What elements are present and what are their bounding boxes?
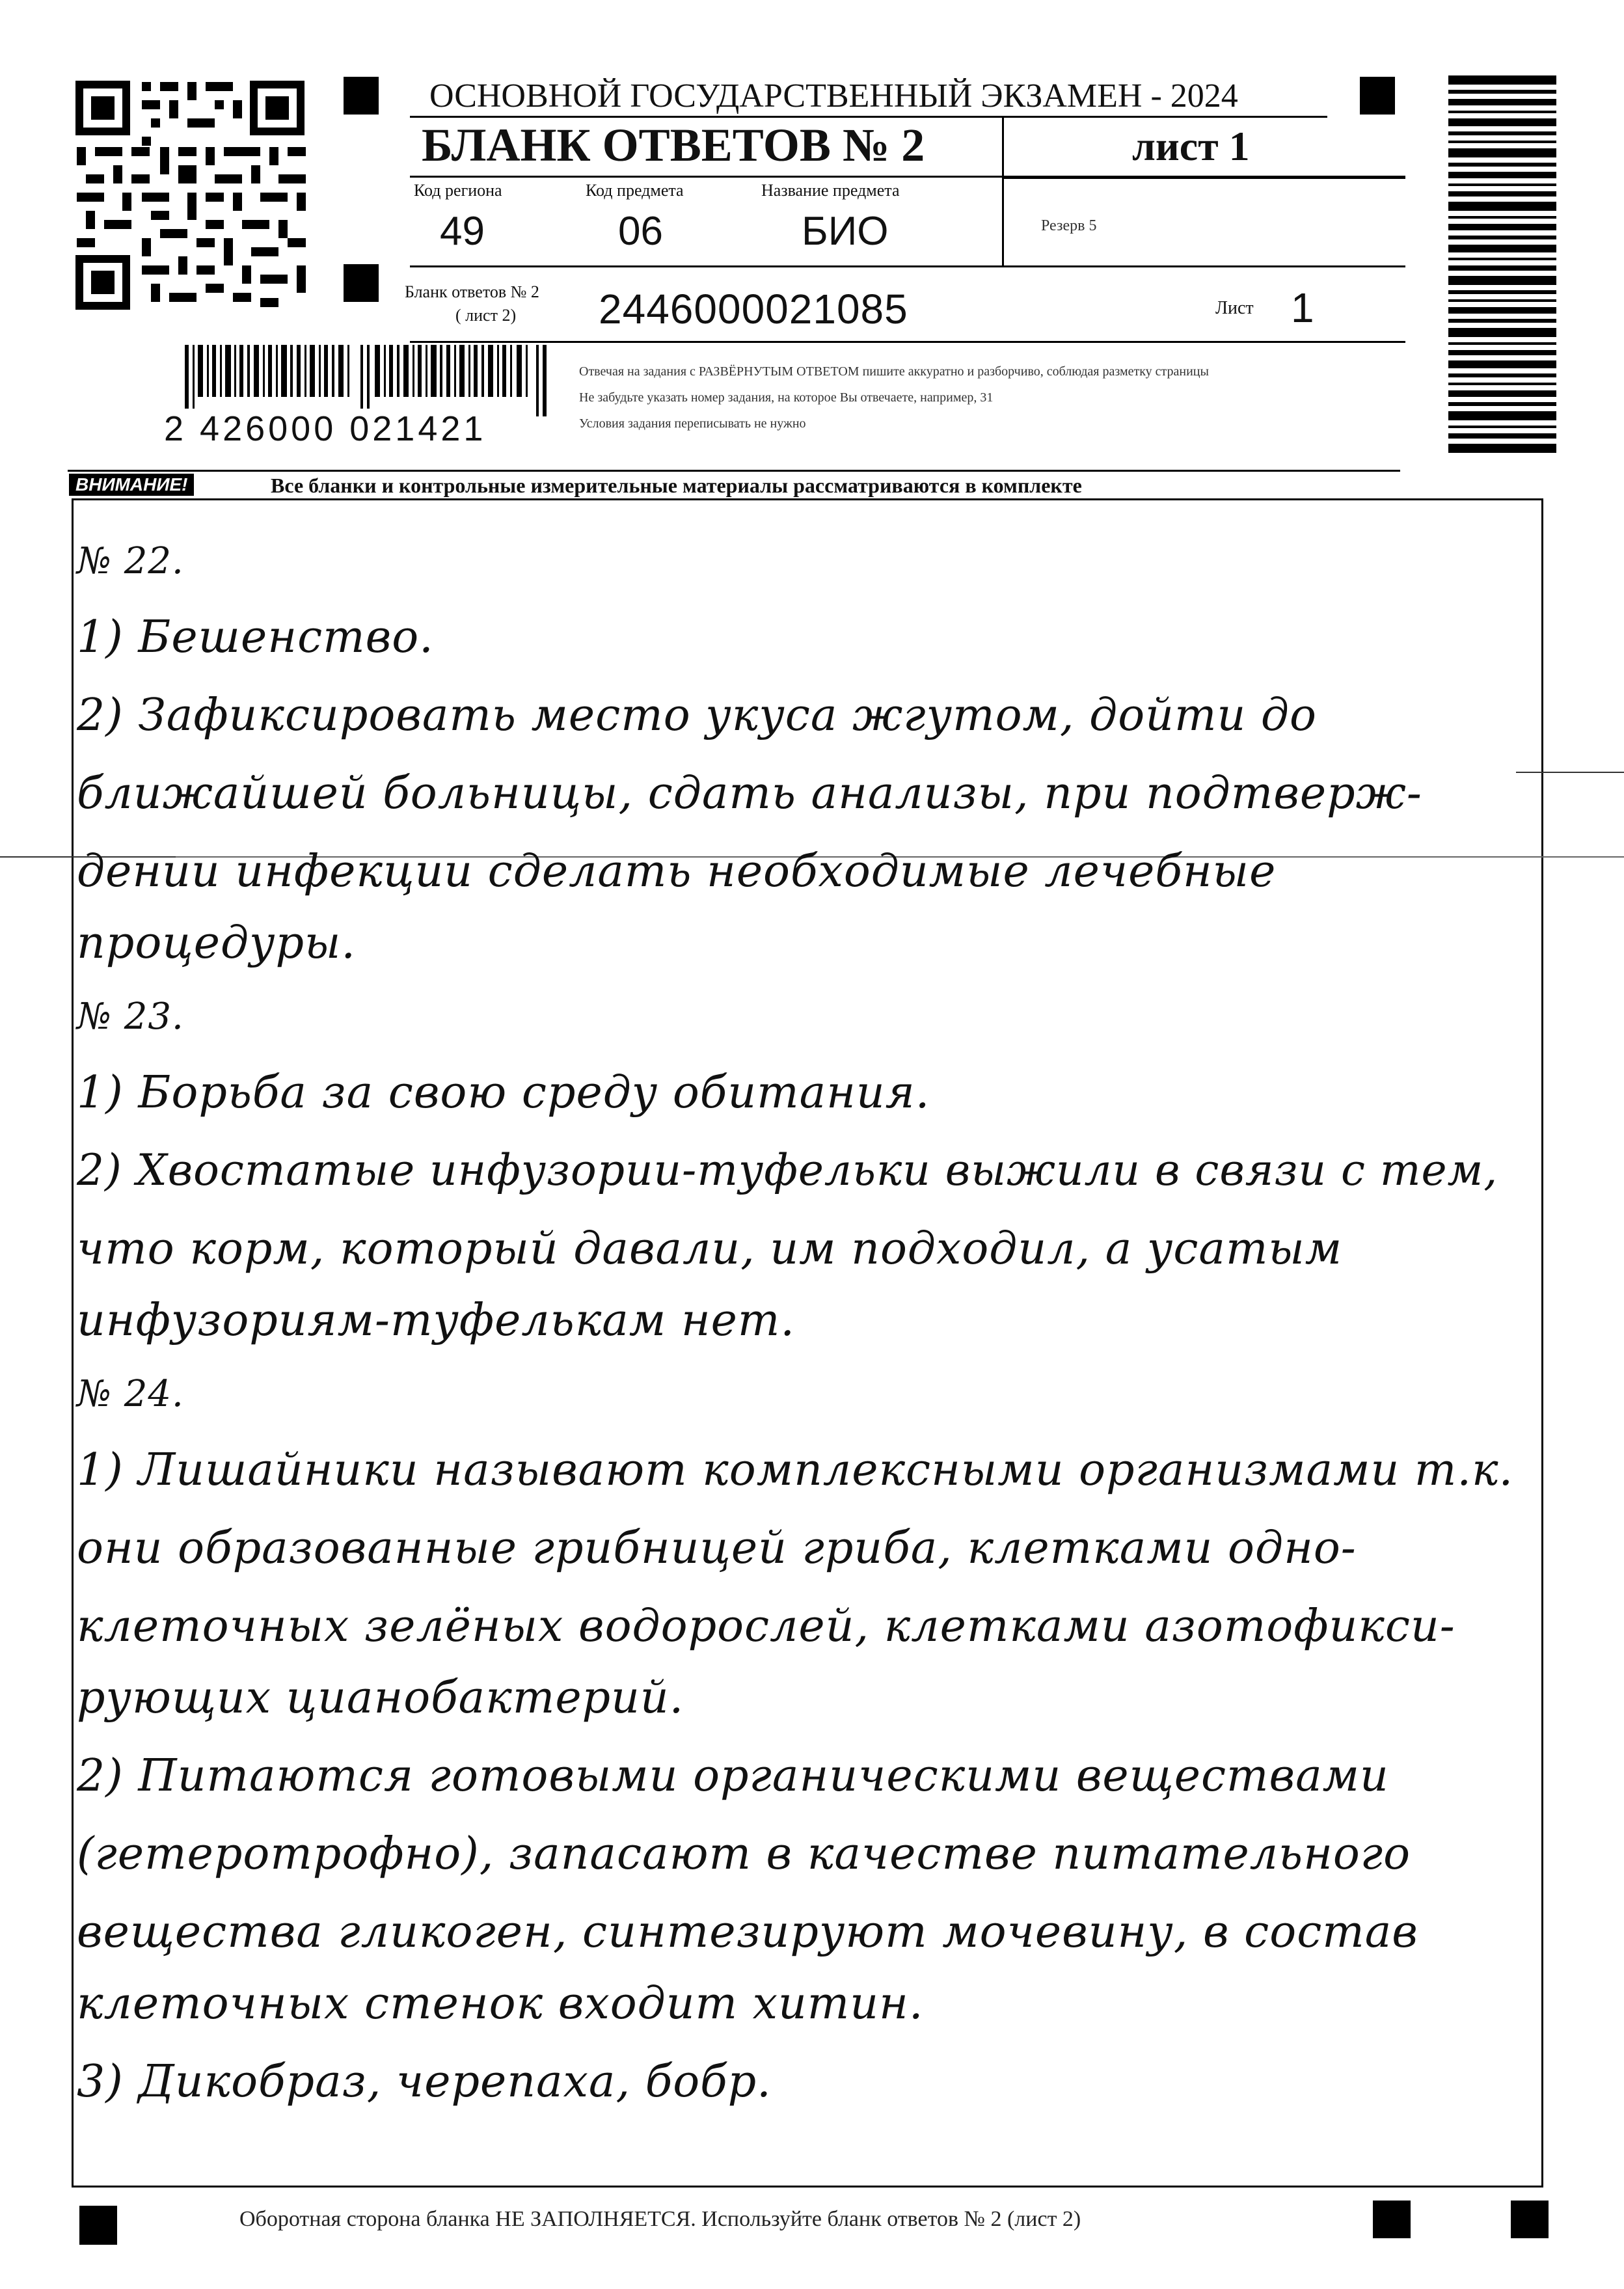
stray-line-1 bbox=[1516, 772, 1624, 773]
registration-mark-bottom-left bbox=[79, 2206, 117, 2245]
answer-line-1: № 22. bbox=[77, 540, 184, 582]
answer-line-16: рующих цианобактерий. bbox=[77, 1672, 684, 1724]
qr-code bbox=[72, 77, 308, 314]
form-barcode bbox=[185, 345, 547, 416]
subject-code-label: Код предмета bbox=[586, 181, 684, 200]
right-field-underline bbox=[1002, 177, 1405, 179]
answer-line-18: (гетеротрофно), запасают в качестве питательного bbox=[77, 1828, 1411, 1880]
notice-line-3: Условия задания переписывать не нужно bbox=[579, 416, 806, 431]
answer-line-2: 1) Бешенство. bbox=[77, 612, 434, 663]
answer-line-17: 2) Питаются готовыми органическими веществами bbox=[77, 1750, 1389, 1802]
fields-underline bbox=[410, 265, 1405, 267]
answer-line-5: дении инфекции сделать необходимые лечебные bbox=[77, 846, 1277, 897]
answer-line-6: процедуры. bbox=[77, 917, 357, 969]
answer-line-15: клеточных зелёных водорослей, клетками азотофикси- bbox=[77, 1601, 1455, 1652]
subject-name-label: Название предмета bbox=[761, 181, 900, 200]
sheet-title: лист 1 bbox=[1132, 123, 1250, 169]
region-label: Код региона bbox=[414, 181, 502, 200]
exam-title: ОСНОВНОЙ ГОСУДАРСТВЕННЫЙ ЭКЗАМЕН - 2024 bbox=[429, 77, 1238, 115]
notice-line-1: Отвечая на задания с РАЗВЁРНУТЫМ ОТВЕТОМ пишите аккуратно и разборчиво, соблюдая разметку страницы bbox=[579, 364, 1209, 379]
warning-bar-rule bbox=[68, 470, 1400, 472]
subject-name-value: БИО bbox=[802, 209, 889, 254]
form-number: 2446000021085 bbox=[599, 286, 908, 332]
answer-line-7: № 23. bbox=[77, 996, 184, 1038]
warning-badge: ВНИМАНИЕ! bbox=[69, 474, 194, 496]
answer-line-4: ближайшей больницы, сдать анализы, при подтверж- bbox=[77, 768, 1422, 819]
registration-mark-mid-left bbox=[344, 264, 379, 302]
answer-line-8: 1) Борьба за свою среду обитания. bbox=[77, 1067, 930, 1118]
answer-line-13: 1) Лишайники называют комплексными организмами т.к. bbox=[77, 1444, 1514, 1496]
warning-text: Все бланки и контрольные измерительные материалы рассматриваются в комплекте bbox=[271, 474, 1082, 497]
title-divider bbox=[1002, 117, 1004, 267]
registration-mark-bottom-mid bbox=[1373, 2201, 1411, 2238]
footer-text: Оборотная сторона бланка НЕ ЗАПОЛНЯЕТСЯ. Используйте бланк ответов № 2 (лист 2) bbox=[239, 2207, 1081, 2231]
form-ref-line1: Бланк ответов № 2 bbox=[405, 282, 539, 301]
answer-line-19: вещества гликоген, синтезируют мочевину, в состав bbox=[77, 1906, 1418, 1958]
answer-line-12: № 24. bbox=[77, 1373, 184, 1415]
answer-line-11: инфузориям-туфелькам нет. bbox=[77, 1295, 795, 1346]
registration-mark-top-right bbox=[1360, 77, 1395, 115]
region-value: 49 bbox=[440, 209, 485, 254]
answer-line-20: клеточных стенок входит хитин. bbox=[77, 1978, 924, 2029]
exam-title-underline bbox=[410, 116, 1327, 118]
subject-code-value: 06 bbox=[618, 209, 663, 254]
registration-mark-bottom-right bbox=[1511, 2201, 1549, 2238]
registration-mark-top-left bbox=[344, 77, 379, 115]
answer-line-14: они образованные грибницей гриба, клетками одно- bbox=[77, 1523, 1357, 1574]
barcode-number: 2 426000 021421 bbox=[164, 409, 487, 448]
form-ref-line2: ( лист 2) bbox=[455, 306, 517, 325]
answer-line-9: 2) Хвостатые инфузории-туфельки выжили в связи с тем, bbox=[77, 1145, 1498, 1195]
side-barcode bbox=[1448, 75, 1556, 453]
form-ref-underline bbox=[410, 341, 1405, 343]
sheet-value: 1 bbox=[1291, 284, 1314, 331]
reserve-label: Резерв 5 bbox=[1041, 217, 1097, 234]
form-title: БЛАНК ОТВЕТОВ № 2 bbox=[422, 119, 925, 171]
answer-line-10: что корм, который давали, им подходил, а усатым bbox=[77, 1223, 1343, 1275]
notice-line-2: Не забудьте указать номер задания, на которое Вы отвечаете, например, 31 bbox=[579, 390, 994, 405]
answer-line-21: 3) Дикобраз, черепаха, бобр. bbox=[77, 2056, 772, 2107]
sheet-label: Лист bbox=[1215, 298, 1254, 318]
answer-line-3: 2) Зафиксировать место укуса жгутом, дойти до bbox=[77, 690, 1317, 741]
